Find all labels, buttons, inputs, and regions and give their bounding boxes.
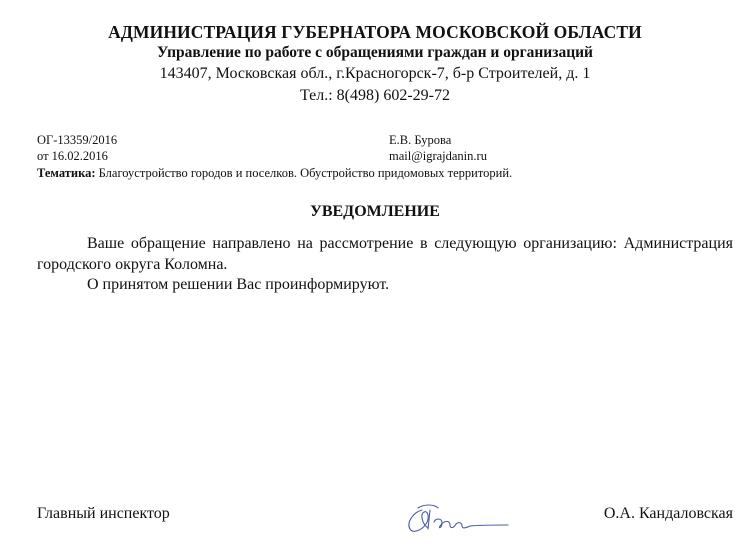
notice-paragraph-2: О принятом решении Вас проинформируют. <box>87 276 390 293</box>
email: mail@igrajdanin.ru <box>389 149 487 163</box>
phone: Тел.: 8(498) 602-29-72 <box>299 87 450 104</box>
topic <box>37 166 512 181</box>
notice-body <box>37 234 733 296</box>
department-title: Управление по работе с обращениями граждан и организаций <box>157 44 593 61</box>
author: Е.В. Бурова <box>389 133 452 147</box>
signer-role: Главный инспектор <box>37 505 170 522</box>
topic-value: Благоустройство городов и поселков. Обустройство придомовых территорий. <box>95 166 513 180</box>
registration-date: от 16.02.2016 <box>37 149 108 163</box>
notice-paragraph-1: Ваше обращение направлено на рассмотрение в следующую организацию: Администрация городского округа Коломна. <box>37 235 733 273</box>
signature-image <box>400 498 520 536</box>
address: 143407, Московская обл., г.Красногорск-7, б-р Строителей, д. 1 <box>159 65 591 82</box>
registration-number: ОГ-13359/2016 <box>37 133 118 147</box>
signer-name: О.А. Кандаловская <box>603 505 733 522</box>
organization-title: АДМИНИСТРАЦИЯ ГУБЕРНАТОРА МОСКОВСКОЙ ОБЛАСТИ <box>108 22 642 42</box>
notice-title: УВЕДОМЛЕНИЕ <box>310 203 440 220</box>
topic-label: Тематика: <box>37 166 96 180</box>
